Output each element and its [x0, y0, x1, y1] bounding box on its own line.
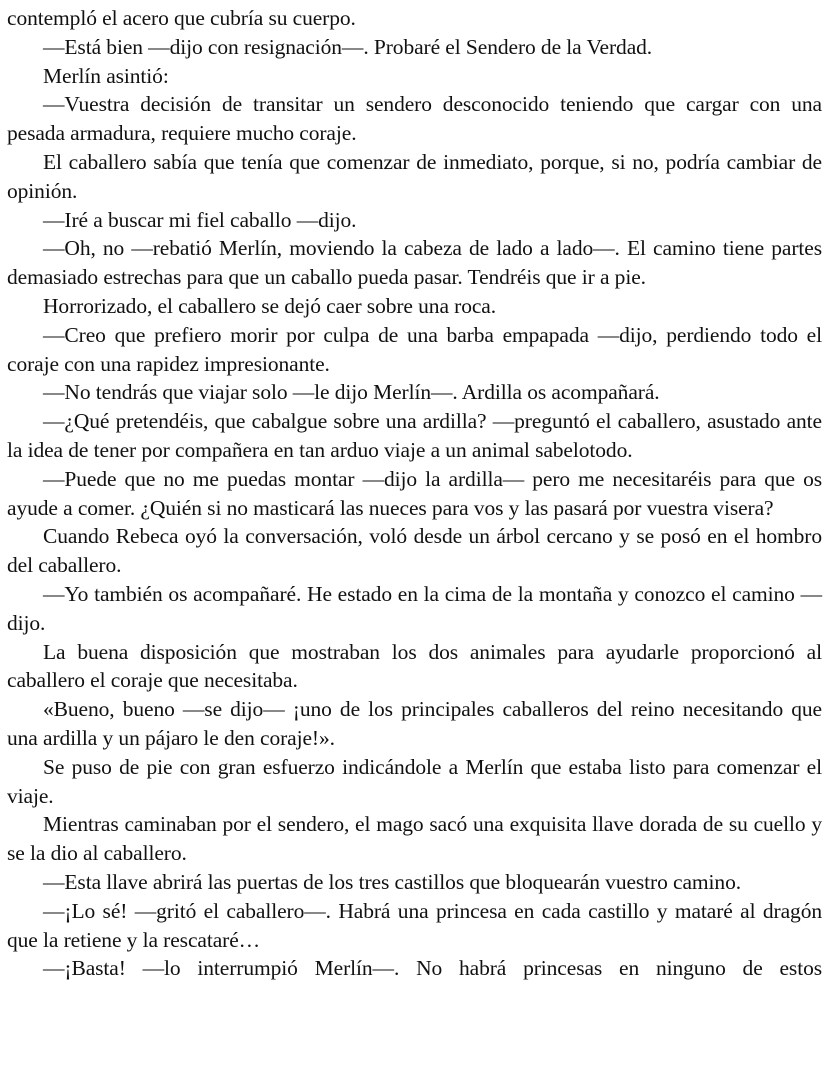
paragraph: —Yo también os acompañaré. He estado en la cima de la montaña y conozco el camino —dijo.	[7, 581, 822, 635]
paragraph: —Creo que prefiero morir por culpa de una barba empapada —dijo, perdiendo todo el coraje con una rapidez impresionante.	[7, 322, 822, 376]
paragraph: —¡Basta! —lo interrumpió Merlín—. No habrá princesas en ninguno de estos	[43, 956, 822, 981]
paragraph: contempló el acero que cubría su cuerpo.	[7, 6, 356, 30]
paragraph: —Puede que no me puedas montar —dijo la ardilla— pero me necesitaréis para que os ayude a comer. ¿Quién si no masticará las nueces para vos y las pasará por vuestra visera?	[7, 466, 822, 520]
paragraph: —Vuestra decisión de transitar un sendero desconocido teniendo que cargar con una pesada armadura, requiere mucho coraje.	[7, 92, 822, 146]
paragraph: —¡Lo sé! —gritó el caballero—. Habrá una princesa en cada castillo y mataré al dragón que la retiene y la rescataré…	[7, 898, 822, 952]
paragraph: —Está bien —dijo con resignación—. Probaré el Sendero de la Verdad.	[43, 34, 653, 59]
paragraph: —No tendrás que viajar solo —le dijo Merlín—. Ardilla os acompañará.	[43, 380, 660, 405]
paragraph: Merlín asintió:	[43, 63, 169, 88]
paragraph: Horrorizado, el caballero se dejó caer sobre una roca.	[43, 293, 497, 318]
paragraph: —Iré a buscar mi fiel caballo —dijo.	[43, 207, 357, 232]
book-page	[7, 4, 822, 983]
paragraph: Se puso de pie con gran esfuerzo indicándole a Merlín que estaba listo para comenzar el viaje.	[7, 754, 822, 808]
paragraph: —Esta llave abrirá las puertas de los tres castillos que bloquearán vuestro camino.	[43, 869, 741, 894]
paragraph: La buena disposición que mostraban los dos animales para ayudarle proporcionó al caballero el coraje que necesitaba.	[7, 639, 822, 693]
paragraph: Cuando Rebeca oyó la conversación, voló desde un árbol cercano y se posó en el hombro del caballero.	[7, 524, 822, 578]
paragraph: El caballero sabía que tenía que comenzar de inmediato, porque, si no, podría cambiar de opinión.	[7, 149, 822, 203]
paragraph: —¿Qué pretendéis, que cabalgue sobre una ardilla? —preguntó el caballero, asustado ante la idea de tener por compañera en tan arduo viaje a un animal sabelotodo.	[7, 409, 822, 462]
paragraph: «Bueno, bueno —se dijo— ¡uno de los principales caballeros del reino necesitando que una ardilla y un pájaro le den coraje!».	[7, 697, 822, 750]
paragraph: Mientras caminaban por el sendero, el mago sacó una exquisita llave dorada de su cuello y se la dio al caballero.	[7, 812, 822, 866]
paragraph: —Oh, no —rebatió Merlín, moviendo la cabeza de lado a lado—. El camino tiene partes demasiado estrechas para que un caballo pueda pasar. Tendréis que ir a pie.	[7, 236, 822, 290]
